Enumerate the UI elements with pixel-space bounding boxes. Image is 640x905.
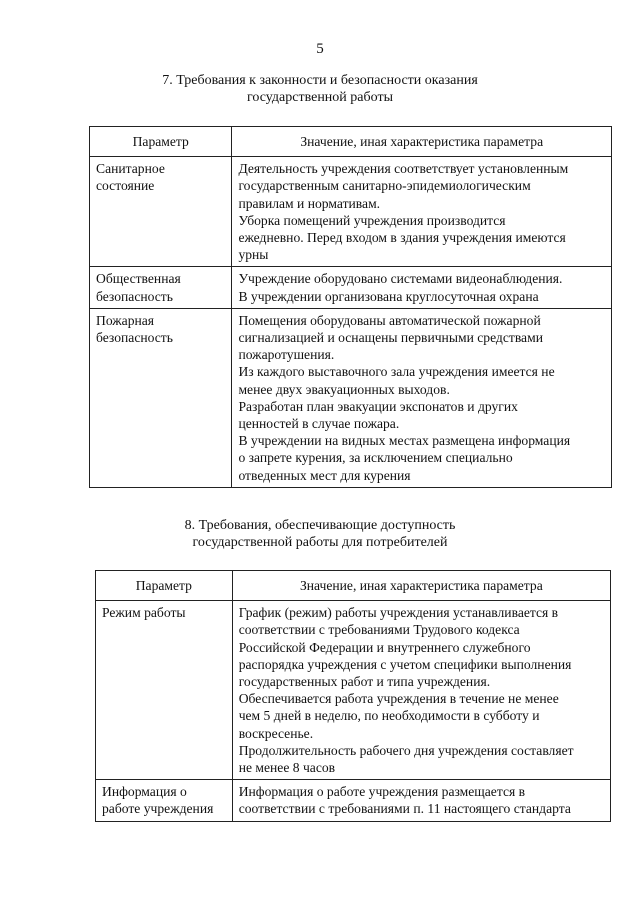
value-cell (232, 267, 612, 308)
section-8-title (0, 517, 640, 551)
value-line: менее двух эвакуационных выходов. (238, 381, 450, 397)
value-line: чем 5 дней в неделю, по необходимости в субботу и (238, 708, 540, 724)
table-row-sanitary (90, 157, 612, 267)
value-line: о запрете курения, за исключением специально (238, 450, 513, 466)
param-line: Режим работы (102, 605, 186, 621)
value-cell (232, 780, 610, 821)
section-7-title (0, 72, 640, 106)
value-line: воскресенье. (238, 725, 314, 741)
param-cell (90, 157, 232, 267)
param-line: работе учреждения (102, 801, 214, 817)
section-8-table (95, 570, 611, 822)
value-line: ценностей в случае пожара. (238, 416, 400, 432)
value-line: распорядка учреждения с учетом специфики выполнения (238, 656, 572, 672)
value-cell (232, 157, 612, 267)
value-line: Российской Федерации и внутреннего служебного (238, 639, 531, 655)
param-cell (90, 267, 232, 308)
param-line: Информация о (102, 784, 187, 800)
value-line: соответствии с требованиями Трудового кодекса (238, 622, 520, 638)
value-line: Учреждение оборудовано системами видеонаблюдения. (238, 271, 563, 287)
param-line: состояние (96, 178, 155, 194)
param-cell (90, 308, 232, 487)
value-line: правилам и нормативам. (238, 195, 381, 211)
param-line: безопасность (96, 288, 173, 304)
value-line: соответствии с требованиями п. 11 настоящего стандарта (238, 801, 571, 817)
value-line: Деятельность учреждения соответствует установленным (238, 161, 569, 177)
param-line: Общественная (96, 271, 181, 287)
value-line: Уборка помещений учреждения производится (238, 212, 506, 228)
header-param: Параметр (90, 127, 232, 157)
value-line: Обеспечивается работа учреждения в течение не менее (238, 691, 559, 707)
section-7-title-line-2: государственной работы (247, 90, 393, 105)
page-number: 5 (316, 41, 324, 57)
value-line: государственных работ и типа учреждения. (238, 674, 491, 690)
value-line: График (режим) работы учреждения устанавливается в (238, 605, 559, 621)
header-value: Значение, иная характеристика параметра (232, 571, 610, 601)
table-row-work-info (96, 780, 611, 821)
section-7-table (89, 126, 612, 488)
table-row-fire-safety (90, 308, 612, 487)
value-line: ежедневно. Перед входом в здания учреждения имеются (238, 230, 566, 246)
value-line: отведенных мест для курения (238, 467, 411, 483)
table-row-public-safety (90, 267, 612, 308)
value-line: В учреждении на видных местах размещена информация (238, 433, 571, 449)
section-8-title-line-1: 8. Требования, обеспечивающие доступность (184, 518, 456, 533)
param-cell (96, 780, 233, 821)
param-line: безопасность (96, 330, 173, 346)
value-line: пожаротушения. (238, 347, 335, 363)
header-value: Значение, иная характеристика параметра (232, 127, 612, 157)
value-cell (232, 601, 610, 780)
table-row-work-schedule (96, 601, 611, 780)
value-line: Разработан план эвакуации экспонатов и других (238, 398, 518, 414)
section-7-title-line-1: 7. Требования к законности и безопасности оказания (162, 73, 478, 88)
value-line: Продолжительность рабочего дня учреждения составляет (238, 742, 574, 758)
table-header-row (90, 127, 612, 157)
value-line: сигнализацией и оснащены первичными средствами (238, 330, 543, 346)
value-line: В учреждении организована круглосуточная охрана (238, 288, 539, 304)
value-line: Из каждого выставочного зала учреждения имеется не (238, 364, 555, 380)
table-header-row (96, 571, 611, 601)
header-param: Параметр (96, 571, 233, 601)
value-cell (232, 308, 612, 487)
value-line: урны (238, 247, 269, 263)
value-line: государственным санитарно-эпидемиологическим (238, 178, 531, 194)
section-8-title-line-2: государственной работы для потребителей (192, 535, 448, 550)
value-line: Информация о работе учреждения размещается в (238, 784, 526, 800)
param-line: Санитарное (96, 161, 165, 177)
value-line: Помещения оборудованы автоматической пожарной (238, 312, 541, 328)
value-line: не менее 8 часов (238, 760, 336, 776)
param-line: Пожарная (96, 312, 155, 328)
param-cell (96, 601, 233, 780)
